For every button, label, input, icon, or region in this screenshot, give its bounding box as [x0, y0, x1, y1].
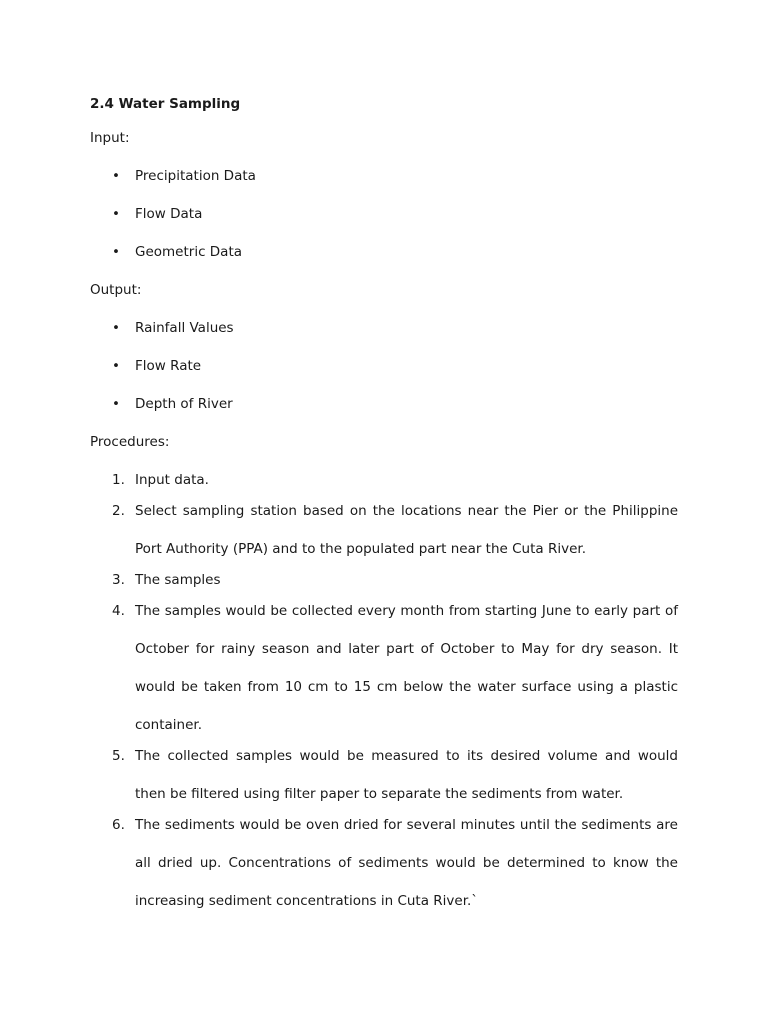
- step-number: 1.: [112, 472, 125, 488]
- list-item-text: Flow Rate: [135, 358, 202, 374]
- procedure-step: [90, 592, 678, 744]
- list-item-text: Precipitation Data: [135, 168, 256, 184]
- step-number: 2.: [112, 503, 125, 519]
- output-list: [90, 316, 678, 416]
- list-item-text: Depth of River: [135, 396, 233, 412]
- bullet-icon: •: [112, 358, 120, 374]
- procedures-label: Procedures:: [90, 434, 170, 450]
- bullet-icon: •: [112, 244, 120, 260]
- step-number: 3.: [112, 572, 125, 588]
- step-text: The sediments would be oven dried for several minutes until the sediments are all dried up. Concentrations of sediments would be determined to know the increasing sediment concentrations in Cuta River.`: [135, 817, 678, 909]
- bullet-icon: •: [112, 206, 120, 222]
- procedure-step: [90, 806, 678, 920]
- bullet-icon: •: [112, 320, 120, 336]
- bullet-icon: •: [112, 168, 120, 184]
- list-item: [90, 354, 678, 378]
- step-text: Select sampling station based on the locations near the Pier or the Philippine Port Authority (PPA) and to the populated part near the Cuta River.: [135, 503, 678, 557]
- list-item-text: Geometric Data: [135, 244, 243, 260]
- procedure-step: [90, 492, 678, 568]
- step-text: The samples would be collected every month from starting June to early part of October for rainy season and later part of October to May for dry season. It would be taken from 10 cm to 15 cm below the water surface using a plastic container.: [135, 603, 678, 733]
- procedure-step: [90, 737, 678, 813]
- bullet-icon: •: [112, 396, 120, 412]
- input-list: [90, 164, 678, 264]
- step-number: 5.: [112, 748, 125, 764]
- list-item-text: Flow Data: [135, 206, 203, 222]
- step-text: The samples: [135, 572, 221, 588]
- list-item: [90, 316, 678, 340]
- output-label: Output:: [90, 282, 142, 298]
- section-title: 2.4 Water Sampling: [90, 96, 241, 112]
- step-number: 6.: [112, 817, 125, 833]
- list-item-text: Rainfall Values: [135, 320, 234, 336]
- procedures-list: [90, 461, 678, 920]
- document-page: [90, 92, 678, 920]
- input-label: Input:: [90, 130, 130, 146]
- list-item: [90, 202, 678, 226]
- list-item: [90, 240, 678, 264]
- step-number: 4.: [112, 603, 125, 619]
- step-text: The collected samples would be measured to its desired volume and would then be filtered using filter paper to separate the sediments from water.: [135, 748, 678, 802]
- list-item: [90, 392, 678, 416]
- list-item: [90, 164, 678, 188]
- step-text: Input data.: [135, 472, 209, 488]
